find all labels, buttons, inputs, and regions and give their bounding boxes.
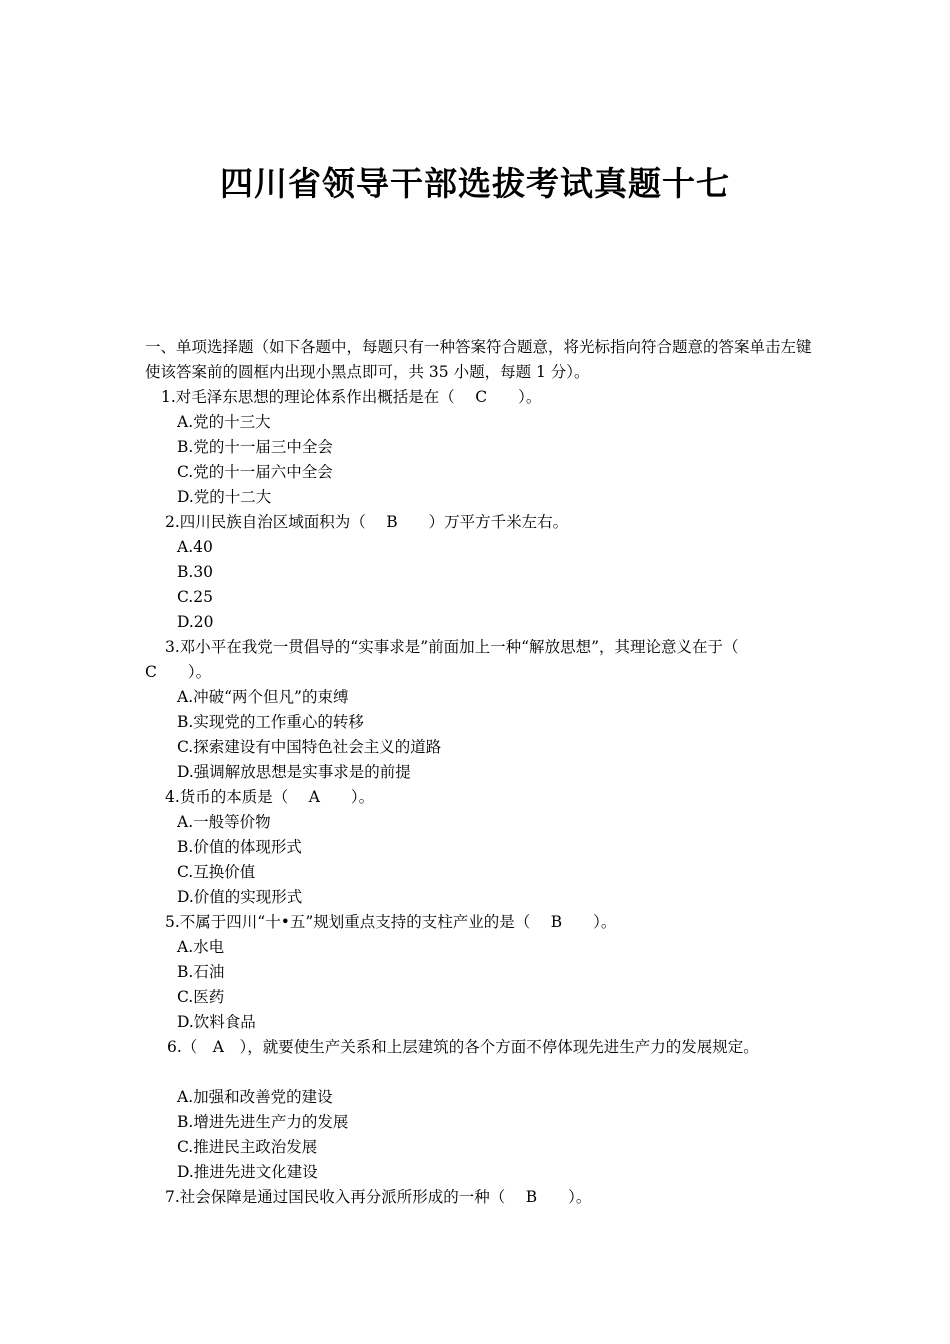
option-d: D.党的十二大: [177, 488, 272, 506]
question-stem: 7.社会保障是通过国民收入再分派所形成的一种（ B ）。: [165, 1188, 592, 1206]
option-d: D.价值的实现形式: [177, 888, 303, 906]
section-intro: 一、单项选择题（如下各题中，每题只有一种答案符合题意，将光标指向符合题意的答案单击左键使该答案前的圆框内出现小黑点即可，共 35 小题，每题 1 分）。: [145, 338, 812, 381]
option-c: C.推进民主政治发展: [177, 1138, 318, 1156]
document-title: 四川省领导干部选拔考试真题十七: [220, 164, 730, 203]
option-b: B.党的十一届三中全会: [177, 438, 333, 456]
question-6: [0, 1035, 950, 1185]
option-a: A.40: [177, 538, 213, 556]
question-4: [0, 785, 950, 910]
option-b: B.价值的体现形式: [177, 838, 302, 856]
option-b: B.石油: [177, 963, 225, 981]
question-stem: 4.货币的本质是（ A ）。: [165, 788, 375, 806]
question-3: [0, 635, 950, 785]
option-c: C.互换价值: [177, 863, 256, 881]
question-stem: 5.不属于四川“十•五”规划重点支持的支柱产业的是（ B ）。: [165, 913, 617, 931]
question-stem: 1.对毛泽东思想的理论体系作出概括是在（ C ）。: [161, 388, 542, 406]
option-c: C.探索建设有中国特色社会主义的道路: [177, 738, 442, 756]
document-body: [0, 335, 950, 1210]
question-stem: 2.四川民族自治区域面积为（ B ）万平方千米左右。: [165, 513, 569, 531]
option-b: B.实现党的工作重心的转移: [177, 713, 364, 731]
option-d: D.20: [177, 613, 214, 631]
option-d: D.推进先进文化建设: [177, 1163, 318, 1181]
question-5: [0, 910, 950, 1035]
option-a: A.加强和改善党的建设: [177, 1088, 333, 1106]
question-stem: 6.（ A ），就要使生产关系和上层建筑的各个方面不停体现先进生产力的发展规定。: [167, 1038, 759, 1056]
option-a: A.冲破“两个但凡”的束缚: [177, 688, 349, 706]
question-stem: 3.邓小平在我党一贯倡导的“实事求是”前面加上一种“解放思想”，其理论意义在于（ C ）。: [145, 638, 759, 681]
option-b: B.30: [177, 563, 214, 581]
question-1: [0, 385, 950, 510]
option-c: C.25: [177, 588, 213, 606]
question-2: [0, 510, 950, 635]
option-c: C.医药: [177, 988, 225, 1006]
option-c: C.党的十一届六中全会: [177, 463, 333, 481]
option-d: D.强调解放思想是实事求是的前提: [177, 763, 411, 781]
option-b: B.增进先进生产力的发展: [177, 1113, 349, 1131]
question-7: [0, 1185, 950, 1210]
option-a: A.水电: [177, 938, 225, 956]
option-a: A.党的十三大: [177, 413, 271, 431]
option-a: A.一般等价物: [177, 813, 271, 831]
option-d: D.饮料食品: [177, 1013, 256, 1031]
